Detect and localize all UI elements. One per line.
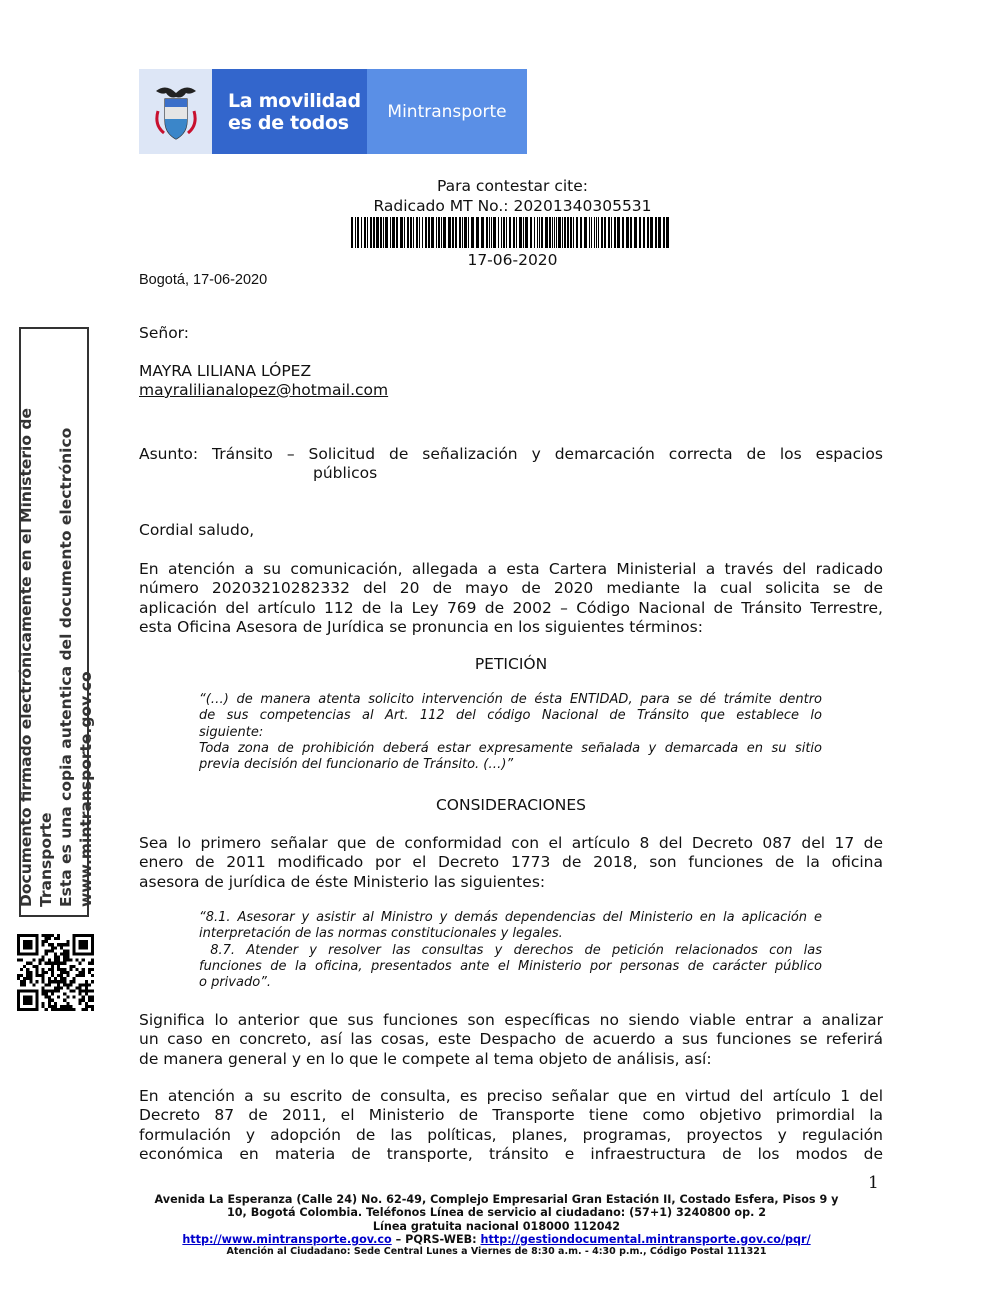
slogan	[212, 69, 367, 154]
paragraph-line: Decreto 87 de 2011, el Ministerio de Transporte tiene como objetivo primordial la	[139, 1106, 883, 1125]
paragraph-line: un caso en concreto, así las cosas, este Despacho de acuerdo a sus funciones se referirá	[139, 1030, 883, 1049]
footer-links	[139, 1233, 854, 1246]
recipient-name: MAYRA LILIANA LÓPEZ	[139, 362, 312, 380]
header-logo	[139, 69, 527, 154]
signature-line3: www.mintransporte.gov.co	[77, 671, 95, 907]
footer-toll-free: Línea gratuita nacional 018000 112042	[372, 1219, 621, 1233]
heading-peticion: PETICIÓN	[474, 655, 548, 673]
paragraph-line: Significa lo anterior que sus funciones son específicas no siendo viable entrar a analizar	[139, 1011, 883, 1029]
quote-line: 8.7. Atender y resolver las consultas y derechos de petición relacionados con las	[199, 942, 822, 958]
paragraph-line: En atención a su comunicación, allegada a esta Cartera Ministerial a través del radicado	[139, 560, 883, 578]
quote-line: Toda zona de prohibición deberá estar expresamente señalada y demarcada en su sitio	[199, 740, 822, 756]
footer-hours: Atención al Ciudadano: Sede Central Lunes a Viernes de 8:30 a.m. - 4:30 p.m., Código Postal 111321	[226, 1246, 767, 1258]
paragraph-line: esta Oficina Asesora de Jurídica se pronuncia en los siguientes términos:	[139, 617, 703, 636]
paragraph-line: económica en materia de transporte, tránsito e infraestructura de los modos de	[139, 1144, 883, 1163]
footer-separator: – PQRS-WEB:	[391, 1232, 481, 1246]
paragraph-line: En atención a su escrito de consulta, es preciso señalar que en virtud del artículo 1 del	[139, 1087, 883, 1105]
page-number: 1	[868, 1173, 879, 1193]
quote-line: interpretación de las normas constitucionales y legales.	[199, 926, 563, 942]
colombia-coat-of-arms-icon	[139, 69, 212, 154]
quote-line: “8.1. Asesorar y asistir al Ministro y demás dependencias del Ministerio en la aplicación e	[199, 910, 822, 925]
quote-line: o privado”.	[199, 975, 272, 991]
quote-line: siguiente:	[199, 724, 264, 740]
paragraph-line: formulación y adopción de las políticas, planes, programas, proyectos y regulación	[139, 1125, 883, 1144]
website-link[interactable]: http://www.mintransporte.gov.co	[182, 1232, 392, 1246]
barcode-icon	[351, 217, 669, 248]
paragraph4	[139, 1087, 883, 1164]
paragraph-line: asesora de jurídica de éste Ministerio las siguientes:	[139, 872, 546, 891]
quote-funciones	[199, 910, 822, 991]
date-place: Bogotá, 17-06-2020	[139, 272, 268, 288]
footer	[139, 1193, 854, 1257]
signature-line2: Esta es una copia autentica del documento electrónico	[57, 427, 75, 907]
paragraph-line: aplicación del artículo 112 de la Ley 769 de 2002 – Código Nacional de Tránsito Terrestre,	[139, 598, 883, 617]
greeting: Cordial saludo,	[139, 521, 255, 539]
paragraph-line: Sea lo primero señalar que de conformidad con el artículo 8 del Decreto 087 del 17 de	[139, 834, 883, 852]
radicado-number: Radicado MT No.: 20201340305531	[373, 197, 652, 215]
cite-line1: Para contestar cite:	[436, 177, 588, 195]
footer-address-line2: 10, Bogotá Colombia. Teléfonos Línea de servicio al ciudadano: (57+1) 3240800 op. 2	[226, 1206, 767, 1220]
quote-line: previa decisión del funcionario de Tránsito. (…)”	[199, 757, 514, 773]
paragraph-line: de manera general y en lo que le compete al tema objeto de análisis, así:	[139, 1049, 712, 1068]
quote-line: de sus competencias al Art. 112 del código Nacional de Tránsito que establece lo	[199, 708, 822, 724]
subject	[139, 445, 883, 484]
recipient-email[interactable]: mayralilianalopez@hotmail.com	[139, 381, 389, 399]
quote-peticion	[199, 692, 822, 773]
paragraph3	[139, 1011, 883, 1069]
subject-line2: públicos	[313, 464, 378, 483]
pqrs-link[interactable]: http://gestiondocumental.mintransporte.gov.co/pqr/	[480, 1232, 811, 1246]
footer-address-line1: Avenida La Esperanza (Calle 24) No. 62-49, Complejo Empresarial Gran Estación II, Costado Esfera, Pisos 9 y	[154, 1193, 839, 1206]
quote-line: funciones de la oficina, presentados ante el Ministerio por personas de carácter público	[199, 958, 822, 974]
paragraph1	[139, 560, 883, 637]
electronic-signature-notice	[17, 327, 95, 917]
paragraph-line: enero de 2011 modificado por el Decreto 1773 de 2018, son funciones de la oficina	[139, 853, 883, 872]
brand-name: Mintransporte	[367, 69, 527, 154]
paragraph2	[139, 834, 883, 892]
paragraph-line: número 20203210282332 del 20 de mayo de 2020 mediante la cual solicita se de	[139, 579, 883, 598]
signature-line1: Documento firmado electrónicamente en el Ministerio de Transporte	[17, 407, 55, 907]
slogan-line1: La movilidad	[228, 89, 361, 112]
salutation: Señor:	[139, 324, 190, 342]
qr-code-icon	[17, 934, 94, 1011]
cite-date: 17-06-2020	[467, 251, 558, 269]
slogan-line2: es de todos	[228, 111, 349, 134]
subject-line1: Asunto: Tránsito – Solicitud de señalización y demarcación correcta de los espacios	[139, 445, 883, 463]
quote-line: “(…) de manera atenta solicito intervención de ésta ENTIDAD, para se dé trámite dentro	[199, 692, 822, 707]
heading-consideraciones: CONSIDERACIONES	[435, 796, 587, 814]
